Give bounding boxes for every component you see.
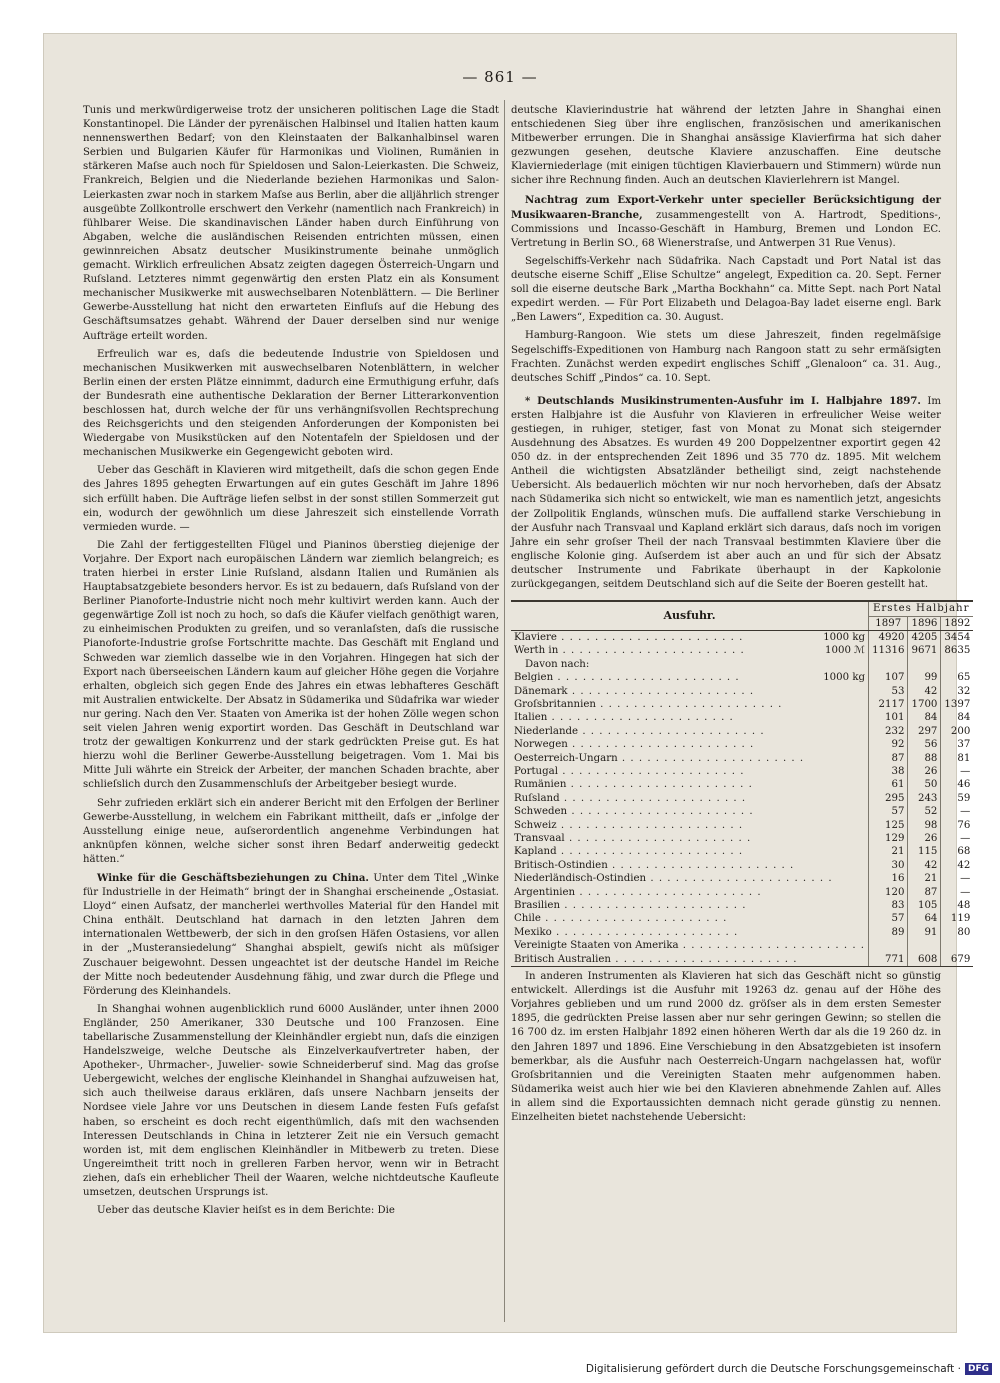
footer-text: Digitalisierung gefördert durch die Deutsche Forschungsgemeinschaft · (585, 1363, 961, 1375)
row-label-cell (511, 939, 869, 952)
leader-dots: . . . . . . . . . . . . . . . . . . . . . . (567, 685, 755, 697)
value-cell: 4205 (908, 630, 941, 644)
leader-dots: . . . . . . . . . . . . . . . . . . . . . . (567, 739, 755, 751)
row-unit: 1000 kg (820, 631, 865, 644)
value-cell: 11316 (869, 644, 908, 657)
table-row (511, 939, 973, 952)
table-row (511, 738, 973, 751)
value-cell: 81 (941, 752, 973, 765)
value-cell: 4920 (869, 630, 908, 644)
value-cell: 679 (941, 953, 973, 967)
row-unit: 1000 ℳ (822, 644, 865, 657)
row-label: Brasilien (514, 900, 561, 912)
table-row (511, 711, 973, 724)
table-row (511, 778, 973, 791)
value-cell (869, 658, 908, 671)
paragraph: Ueber das deutsche Klavier heiſst es in dem Berichte: Die (97, 1205, 395, 1217)
value-cell: 57 (869, 805, 908, 818)
paragraph: Die Zahl der fertiggestellten Flügel und Pianinos überstieg diejenige der Vorjahre. Der Export nach europäischen Ländern war ziemlich belangreich; es traten hierbei in erster Linie Ruſsland, alsdann Italien und Rumänien als Hauptabsatzgebiete besonders hervor. Es ist zu bedauern, daſs Ruſsland von der Berliner Pianoforte-Industrie nicht noch mehr kultivirt werden kann. Auch der gegenwärtige Zoll ist noch zu hoch, so daſs die Käufer vielfach genöthigt waren, zu einheimischen Produkten zu greifen, und so veranlaſsten, daſs die russische Pianoforte-Industrie groſse Fortschritte machte. Das Geschäft mit England und Schweden war ziemlich dasselbe wie in den Vorjahren. Hingegen hat sich der Export nach überseeischen Ländern kaum auf gleicher Höhe gegen die Vorjahre erhalten, obgleich sich gegen Ende des Jahres ein etwas lebhafteres Geschäft mit Australien entwickelte. Der Absatz in Südamerika und Südafrika war wieder nur gering. Nach den Ver. Staaten von Amerika ist der hohen Zölle wegen schon seit vielen Jahren wenig exportirt worden. Das Geschäft in Deutschland war trotz der gewaltigen Konkurrenz und der stark gedrückten Preise gut. Es hat hierzu wohl die Berliner Gewerbe-Ausstellung beigetragen. Vom 1. Mai bis Mitte Juli währte ein Streick der Arbeiter, der manchen Schaden brachte, aber schlieſslich durch den Zusammenschluſs der Arbeitgeber besiegt wurde. (83, 539, 499, 791)
table-row (511, 698, 973, 711)
row-label-cell (511, 711, 869, 724)
table-row (511, 644, 973, 657)
row-label-cell (511, 819, 869, 832)
table-row (511, 685, 973, 698)
dfg-logo: DFG (965, 1363, 992, 1375)
row-label: Klaviere (514, 631, 557, 643)
leader-dots: . . . . . . . . . . . . . . . . . . . . . . (564, 833, 752, 844)
value-cell (941, 658, 973, 671)
leader-dots: . . . . . . . . . . . . . . . . . . . . . . (611, 953, 798, 965)
value-cell: 42 (941, 859, 973, 872)
left-paragraphs (83, 104, 499, 867)
row-label: Argentinien (514, 886, 576, 898)
value-cell: 608 (908, 953, 941, 967)
value-cell: 119 (941, 912, 973, 925)
table-body (511, 630, 973, 966)
value-cell: 88 (908, 752, 941, 765)
row-label-cell (511, 765, 869, 778)
table-row (511, 671, 973, 684)
value-cell: — (941, 872, 973, 885)
leader-dots: . . . . . . . . . . . . . . . . . . . . . . (556, 819, 744, 831)
row-label: Oesterreich-Ungarn (514, 752, 618, 764)
page-number: — 861 — (462, 68, 538, 86)
row-label: Portugal (514, 765, 558, 777)
leader-dots: . . . . . . . . . . . . . . . . . . . . . . (551, 926, 739, 938)
value-cell: — (941, 886, 973, 899)
value-cell: 16 (869, 872, 908, 885)
column-divider (504, 100, 505, 1322)
right-paragraphs (511, 104, 941, 189)
value-cell (869, 939, 908, 952)
china-paragraph (83, 871, 499, 999)
value-cell: 56 (908, 738, 941, 751)
year-header: 1897 (869, 616, 908, 630)
value-cell: 89 (869, 926, 908, 939)
value-cell: 2117 (869, 698, 908, 711)
table-group-label: Erstes Halbjahr (869, 601, 974, 616)
row-label: Rumänien (514, 779, 567, 791)
nachtrag-text: zusammengestellt von A. Hartrodt, Speditions-, Commissions und Incasso-Geschäft in Hamburg, Bremen und London EC. Vertretung in Berlin SO., 68 Wienerstraſse, und Antwerpen 31 Rue Venus). (511, 209, 942, 249)
row-label-cell (511, 658, 869, 671)
right-column (511, 104, 971, 1125)
row-label-cell (511, 671, 869, 684)
leader-dots: . . . . . . . . . . . . . . . . . . . . . . (553, 672, 740, 684)
value-cell: 59 (941, 792, 973, 805)
table-row (511, 953, 973, 967)
leader-dots: . . . . . . . . . . . . . . . . . . . . . . (646, 873, 833, 885)
leader-dots: . . . . . . . . . . . . . . . . . . . . . . (557, 765, 745, 777)
row-label-cell (511, 845, 869, 858)
nachtrag-heading: Nachtrag zum Export-Verkehr unter specieller Berücksichtigung der Musikwaaren-Branche, (511, 193, 941, 221)
leader-dots: . . . . . . . . . . . . . . . . . . . . . . (560, 900, 747, 912)
paragraph: Hamburg-Rangoon. Wie stets um diese Jahreszeit, finden regelmäſsige Segelschiffs-Expeditionen von Hamburg nach Rangoon statt zu sehr ermäſsigten Frachten. Zunächst werden expedirt englisches Schiff „Glenaloon“ ca. 31. Aug., deutsches Schiff „Pindos“ ca. 10. Sept. (511, 330, 941, 384)
row-label-cell (511, 872, 869, 885)
value-cell: 38 (869, 765, 908, 778)
value-cell: 46 (941, 778, 973, 791)
leader-dots: . . . . . . . . . . . . . . . . . . . . . . (558, 645, 745, 657)
row-label: Davon nach: (525, 658, 590, 670)
table-row (511, 899, 973, 912)
row-label-cell (511, 899, 869, 912)
newspaper-page (43, 33, 971, 1333)
value-cell: 297 (908, 725, 941, 738)
row-label: Niederlande (514, 725, 579, 737)
value-cell: — (941, 765, 973, 778)
value-cell: 65 (941, 671, 973, 684)
row-label-cell (511, 644, 869, 657)
table-row (511, 819, 973, 832)
row-label-cell (511, 685, 869, 698)
row-label: Norwegen (514, 739, 568, 751)
value-cell: 91 (908, 926, 941, 939)
paragraph: deutsche Klavierindustrie hat während der letzten Jahre in Shanghai einen entschiedenen Sieg über ihre englischen, französischen und amerikanischen Mitbewerber errungen. Die in Shanghai ansässige Klavierfirma hat sich daher gezwungen gesehen, deutsche Klaviere anzuschaffen. Eine deutsche Klavierniederlage (mit einigen tüchtigen Klavierbauern und Stimmern) würde nun sicher ihre Rechnung finden. Auch an deutschen Klavierlehrern ist Mangel. (511, 105, 941, 187)
table-row (511, 872, 973, 885)
row-label-cell (511, 926, 869, 939)
paragraph: Tunis und merkwürdigerweise trotz der unsicheren politischen Lage die Stadt Konstantinopel. Die Länder der pyrenäischen Halbinsel und Italien hatten kaum nennenswerthen Bedarf; von den Kleinstaaten der Balkanhalbinsel waren Serbien und Bulgarien Käufer für Harmonikas und Violinen, Rumänien in stärkeren Maſse auch noch für Spieldosen und Salon-Leierkasten. Die Schweiz, Frankreich, Belgien und die Niederlande beziehen Harmonikas und Salon-Leierkasten zwar noch in starkem Maſse aus Berlin, aber die alljährlich strenger ausgeübte Zollkontrolle erschwert den Verkehr (namentlich nach Frankreich) in fühlbarer Weise. Die skandinavischen Länder haben durch Einführung von Abgaben, welche die ausländischen Reisenden entrichten müssen, einen gewinnreichen Absatz deutscher Musikinstrumente beinahe unmöglich gemacht. Wirklich erfreulichen Absatz zeigten dagegen Österreich-Ungarn und Ruſsland. Letzteres nimmt gegenwärtig den ersten Platz ein als Konsument mechanischer Musikwerke mit auswechselbaren Notenblättern. — Die Berliner Gewerbe-Ausstellung hat nicht den erwarteten Einfluſs auf die Hebung des Geschäftsumsatzes gehabt. Während der Dauer derselben sind nur wenige Aufträge erteilt worden. (83, 105, 499, 342)
row-label: Dänemark (514, 685, 568, 697)
row-label-cell (511, 953, 869, 967)
row-label: Chile (514, 913, 541, 925)
leader-dots: . . . . . . . . . . . . . . . . . . . . . . (617, 752, 805, 764)
nachtrag-paragraph (511, 193, 941, 251)
leader-dots: . . . . . . . . . . . . . . . . . . . . . . (547, 712, 734, 724)
ausfuhr-text: Im ersten Halbjahre ist die Ausfuhr von Klavieren in erfreulicher Weise weiter gestiegen, in ruhiger, stetiger, fast von Monat zu Monat sich steigernder Ausdehnung des Absatzes. Es wurden 49 200 Doppelzentner exportirt gegen 42 050 dz. in der entsprechenden Zeit 1896 und 35 770 dz. 1895. Mit welchem Antheil die wichtigsten Absatzländer betheiligt sind, zeigt nachstehende Uebersicht. Als bedauerlich möchten wir nur noch hervorheben, daſs der Absatz nach Südamerika sich nicht so entwickelt, wie man es namentlich jetzt, angesichts der Zollpolitik Englands, wünschen muſs. Die auffallend starke Verschiebung in der Ausfuhr nach Transvaal und Kapland erklärt sich daraus, daſs noch im vorigen Jahre ein sehr groſser Theil der nach Transvaal bestimmten Klaviere über die englische Kolonie ging. Auſserdem ist aber auch an und für sich der Absatz deutscher Instrumente und Fabrikate überhaupt in der Kapkolonie zurückgegangen, seitdem Deutschland sich auf die Seite der Boeren gestellt hat. (511, 395, 941, 590)
value-cell: 80 (941, 926, 973, 939)
value-cell: 3454 (941, 630, 973, 644)
leader-dots: . . . . . . . . . . . . . . . . . . . . . . (575, 886, 762, 898)
left-paragraphs-2 (83, 1003, 499, 1218)
row-label: Vereinigte Staaten von Amerika (514, 940, 679, 952)
value-cell: 52 (908, 805, 941, 818)
value-cell: 68 (941, 845, 973, 858)
value-cell: 9671 (908, 644, 941, 657)
value-cell: 115 (908, 845, 941, 858)
table-row (511, 832, 973, 845)
row-label: Belgien (514, 672, 554, 684)
row-label: Schweden (514, 806, 568, 818)
value-cell: 26 (908, 765, 941, 778)
value-cell: 30 (869, 859, 908, 872)
table-row (511, 926, 973, 939)
value-cell: 84 (908, 711, 941, 724)
right-paragraphs-2 (511, 255, 941, 386)
value-cell: 107 (869, 671, 908, 684)
china-text: Unter dem Titel „Winke für Industrielle in der Heimath“ bringt der in Shanghai erscheinende „Ostasiat. Lloyd“ einen Aufsatz, der mancherlei werthvolles Material für den Handel mit China enthält. Deutschland hat darnach in den letzten Jahren dem internationalen Wettbewerb, der sich in den groſsen Häfen Ostasiens, vor allen in der „Musteransiedelung“ Shanghai abspielt, gewiſs nicht als müſsiger Zuschauer beigewohnt. Dessen ungeachtet ist der deutsche Handel im Reiche der Mitte noch bedeutender Ausdehnung fähig, und zwar durch die Pflege und Förderung des Kleinhandels. (83, 872, 499, 997)
value-cell: 37 (941, 738, 973, 751)
row-label: Britisch Australien (514, 953, 611, 965)
value-cell (941, 939, 973, 952)
value-cell: 1397 (941, 698, 973, 711)
leader-dots: . . . . . . . . . . . . . . . . . . . . . . (559, 792, 747, 804)
leader-dots: . . . . . . . . . . . . . . . . . . . . . . (566, 779, 753, 791)
value-cell: 105 (908, 899, 941, 912)
leader-dots: . . . . . . . . . . . . . . . . . . . . . . (556, 846, 744, 858)
value-cell: 125 (869, 819, 908, 832)
value-cell: 42 (908, 859, 941, 872)
row-label-cell (511, 805, 869, 818)
row-label-cell (511, 738, 869, 751)
paragraph: In Shanghai wohnen augenblicklich rund 6000 Ausländer, unter ihnen 2000 Engländer, 250 Amerikaner, 330 Deutsche und 100 Franzosen. Eine tabellarische Zusammenstellung der Kleinhändler ergiebt nun, daſs die einzigen Handelszweige, welche Deutsche als Einzelverkaufvertreter haben, der Apotheker-, Uhrmacher-, Juwelier- sowie Schneiderberuf sind. Mag das groſse Uebergewicht, welches der englische Kleinhandel in Shanghai aufzuweisen hat, sich auch theilweise daraus erklären, daſs unsere Nachbarn jenseits der Nordsee viele Jahre vor uns Deutschen in diesem Lande festen Fuſs gefaſst haben, so erscheint es doch recht eigenthümlich, daſs mit den wachsenden Interessen Deutschlands in China in letzterer Zeit nie ein Versuch gemacht worden ist, mit dem englischen Kleinhändler in Mitbewerb zu treten. Diese Ungereimtheit tritt noch in grelleren Farben hervor, wenn wir in Betracht ziehen, daſs ein erheblicher Theil der Waaren, welche nichtdeutsche Kaufleute umsetzen, deutschen Ursprungs ist. (83, 1003, 499, 1199)
paragraph: Ueber das Geschäft in Klavieren wird mitgetheilt, daſs die schon gegen Ende des Jahres 1895 gehegten Erwartungen auf ein gutes Geschäft im Jahre 1896 sich erfüllt haben. Die Aufträge liefen selbst in der sonst stillen Sommerzeit gut ein, wodurch der gewöhnlich um diese Jahreszeit sich einstellende Vorrath vermieden wurde. — (83, 465, 499, 533)
row-label-cell (511, 778, 869, 791)
value-cell: 243 (908, 792, 941, 805)
value-cell: 76 (941, 819, 973, 832)
value-cell: 129 (869, 832, 908, 845)
ausfuhr-heading: * Deutschlands Musikinstrumenten-Ausfuhr im I. Halbjahre 1897. (525, 394, 921, 407)
value-cell: 64 (908, 912, 941, 925)
value-cell: 26 (908, 832, 941, 845)
row-label-cell (511, 886, 869, 899)
value-cell (908, 939, 941, 952)
row-label: Italien (514, 712, 548, 724)
table-row (511, 658, 973, 671)
paragraph: Erfreulich war es, daſs die bedeutende Industrie von Spieldosen und mechanischen Musikwerken mit auswechselbaren Notenblättern, in welcher Berlin einen der ersten Plätze einnimmt, dadurch eine Ermuthigung erfuhr, daſs der Bundesrath eine authentische Deklaration der Berner Litterarkonvention beschlossen hat, durch welche der für uns verhängniſsvollen Rechtsprechung des Reichsgerichts und den steigenden Anforderungen der Komponisten bei Wiedergabe von Musikstücken auf den Notentafeln der Spieldosen und der mechanischen Musikwerke ein Gegengewicht geboten wird. (83, 348, 499, 459)
paragraph: Segelschiffs-Verkehr nach Südafrika. Nach Capstadt und Port Natal ist das deutsche eiserne Schiff „Elise Schultze“ angelegt, Expedition ca. 20. Sept. Ferner soll die eiserne deutsche Bark „Martha Bockhahn“ ca. Mitte Sept. nach Port Natal expedirt werden. — Für Port Elizabeth und Delagoa-Bay ladet eiserne engl. Bark „Ben Lawers“, Expedition ca. 30. August. (511, 255, 941, 324)
value-cell: 87 (908, 886, 941, 899)
row-label-cell (511, 630, 869, 644)
table-row (511, 859, 973, 872)
value-cell: 48 (941, 899, 973, 912)
table-row (511, 725, 973, 738)
row-label: Niederländisch-Ostindien (514, 873, 647, 885)
row-label: Britisch-Ostindien (514, 859, 608, 871)
after-table-paragraph: In anderen Instrumenten als Klavieren hat sich das Geschäft nicht so günstig entwickelt. Allerdings ist die Ausfuhr mit 19263 dz. genau auf der Höhe des Vorjahres geblieben und um rund 2000 dz. gröſser als in dem ersten Semester 1895, die gedrückten Preise lassen aber nur sehr geringen Gewinn; so stellen die 16 700 dz. im ersten Halbjahr 1892 einen höheren Werth dar als die 19 260 dz. in den Jahren 1897 und 1896. Eine Verschiebung in den Absatzgebieten ist insofern bemerkbar, als die Ausfuhr nach Oesterreich-Ungarn nachgelassen hat, wofür Groſsbritannien und die Vereinigten Staaten mehr aufgenommen haben. Südamerika weist auch hier wie bei den Klavieren abnehmende Zahlen auf. Alles in allem sind die Exportaussichten demnach nicht gerade günstig zu nennen. Einzelheiten bietet nachstehende Uebersicht: (511, 971, 941, 1123)
row-label-cell (511, 752, 869, 765)
row-label-cell (511, 832, 869, 845)
value-cell: 53 (869, 685, 908, 698)
leader-dots: . . . . . . . . . . . . . . . . . . . . . . (556, 631, 744, 643)
row-label-cell (511, 725, 869, 738)
row-label: Ruſsland (514, 792, 560, 804)
table-row (511, 912, 973, 925)
value-cell: — (941, 832, 973, 845)
value-cell: 84 (941, 711, 973, 724)
value-cell: 771 (869, 953, 908, 967)
table-row (511, 630, 973, 644)
row-label: Schweiz (514, 819, 557, 831)
china-heading: Winke für die Geschäftsbeziehungen zu China. (97, 871, 369, 884)
value-cell: 57 (869, 912, 908, 925)
row-label-cell (511, 859, 869, 872)
value-cell: 21 (908, 872, 941, 885)
value-cell: 99 (908, 671, 941, 684)
value-cell: 87 (869, 752, 908, 765)
table-row (511, 792, 973, 805)
row-label: Mexiko (514, 926, 552, 938)
footer-credit (586, 1363, 992, 1375)
table-row (511, 845, 973, 858)
year-header: 1892 (941, 616, 973, 630)
value-cell: — (941, 805, 973, 818)
table-row (511, 765, 973, 778)
value-cell: 61 (869, 778, 908, 791)
row-label: Werth in (514, 645, 559, 657)
value-cell: 101 (869, 711, 908, 724)
row-label: Transvaal (514, 833, 565, 844)
table-row (511, 752, 973, 765)
value-cell: 92 (869, 738, 908, 751)
leader-dots: . . . . . . . . . . . . . . . . . . . . . . (567, 806, 754, 818)
row-label-cell (511, 912, 869, 925)
value-cell: 42 (908, 685, 941, 698)
year-header: 1896 (908, 616, 941, 630)
leader-dots: . . . . . . . . . . . . . . . . . . . . . . (595, 698, 783, 710)
value-cell: 120 (869, 886, 908, 899)
row-label-cell (511, 698, 869, 711)
row-label: Groſsbritannien (514, 698, 596, 710)
value-cell: 32 (941, 685, 973, 698)
leader-dots: . . . . . . . . . . . . . . . . . . . . . . (578, 725, 765, 737)
value-cell: 295 (869, 792, 908, 805)
paragraph: Sehr zufrieden erklärt sich ein anderer Bericht mit den Erfolgen der Berliner Gewerbe-Ausstellung, in welchem ein Fabrikant mittheilt, daſs er „infolge der Ausstellung einige neue, auſserordentlich angenehme Verbindungen hat anknüpfen können, welche sicher sonst ihren Bedarf anderweitig gedeckt hätten.“ (83, 797, 499, 865)
value-cell: 200 (941, 725, 973, 738)
value-cell: 21 (869, 845, 908, 858)
value-cell: 232 (869, 725, 908, 738)
table-row (511, 886, 973, 899)
export-table (511, 600, 973, 967)
table-row (511, 805, 973, 818)
value-cell: 1700 (908, 698, 941, 711)
table-head-label: Ausfuhr. (511, 601, 869, 630)
ausfuhr-paragraph (511, 394, 941, 592)
value-cell: 8635 (941, 644, 973, 657)
leader-dots: . . . . . . . . . . . . . . . . . . . . . . (607, 859, 795, 871)
row-label-cell (511, 792, 869, 805)
value-cell: 50 (908, 778, 941, 791)
value-cell: 83 (869, 899, 908, 912)
row-label: Kapland (514, 846, 557, 858)
value-cell (908, 658, 941, 671)
row-unit: 1000 kg (820, 671, 865, 684)
value-cell: 98 (908, 819, 941, 832)
left-column (83, 104, 499, 1218)
leader-dots: . . . . . . . . . . . . . . . . . . . . . . (678, 940, 866, 952)
leader-dots: . . . . . . . . . . . . . . . . . . . . . . (540, 913, 728, 925)
